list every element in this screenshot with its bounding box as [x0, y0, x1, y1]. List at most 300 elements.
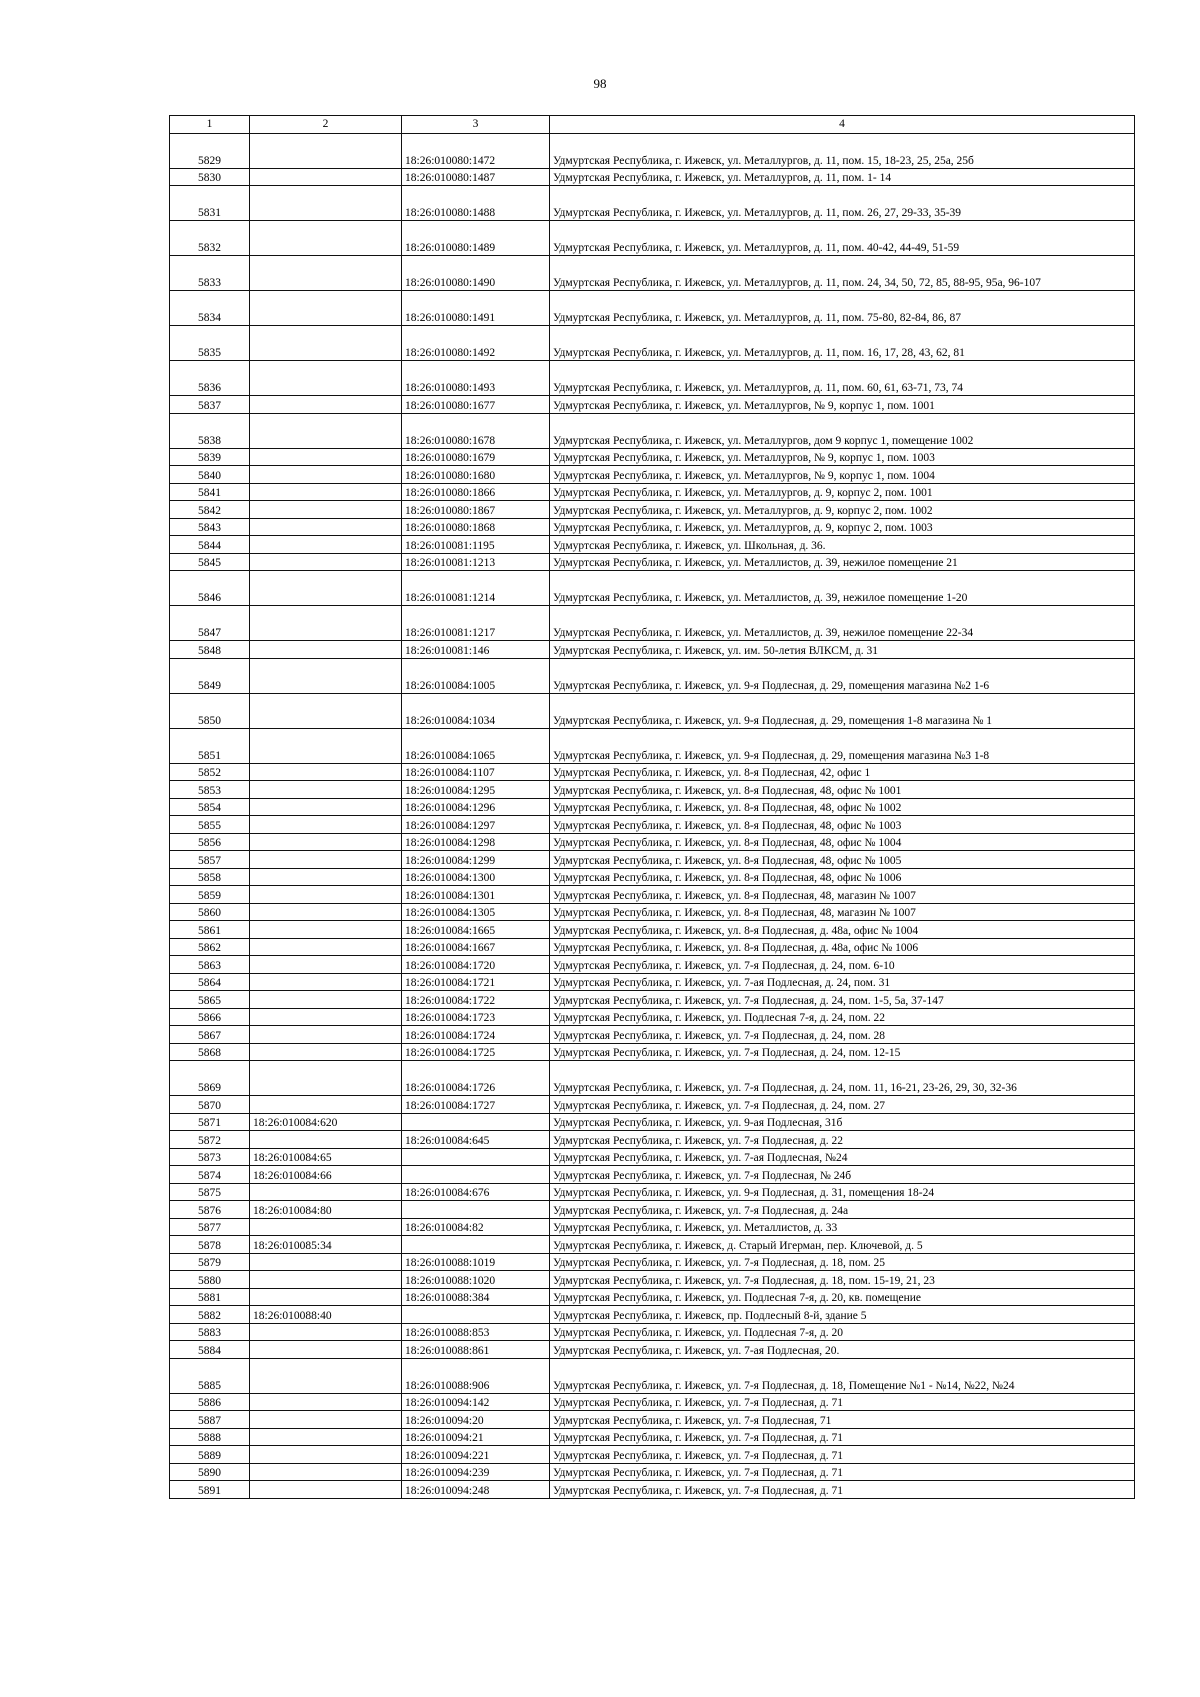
address-cell: Удмуртская Республика, г. Ижевск, ул. 7-я Подлесная, д. 18, пом. 25 [550, 1253, 1135, 1271]
table-row [170, 1288, 1135, 1306]
cadastral-number-col3-cell: 18:26:010084:1299 [402, 851, 550, 869]
row-number-cell: 5829 [170, 133, 250, 168]
address-cell: Удмуртская Республика, г. Ижевск, ул. 9-ая Подлесная, 31б [550, 1113, 1135, 1131]
table-row [170, 1166, 1135, 1184]
cadastral-number-col3-cell: 18:26:010081:1217 [402, 606, 550, 641]
address-cell: Удмуртская Республика, г. Ижевск, ул. 8-я Подлесная, 48, офис № 1002 [550, 798, 1135, 816]
address-cell: Удмуртская Республика, г. Ижевск, ул. Металлургов, д. 9, корпус 2, пом. 1002 [550, 501, 1135, 519]
cadastral-number-col3-cell: 18:26:010084:1034 [402, 693, 550, 728]
address-cell: Удмуртская Республика, г. Ижевск, ул. Металлистов, д. 33 [550, 1218, 1135, 1236]
cadastral-number-col3-cell: 18:26:010084:1725 [402, 1043, 550, 1061]
row-number-cell: 5874 [170, 1166, 250, 1184]
row-number-cell: 5854 [170, 798, 250, 816]
table-row [170, 886, 1135, 904]
cadastral-number-col3-cell: 18:26:010088:1019 [402, 1253, 550, 1271]
table-row [170, 1323, 1135, 1341]
table-row [170, 1218, 1135, 1236]
cadastral-number-col2-cell [250, 1183, 402, 1201]
address-cell: Удмуртская Республика, г. Ижевск, ул. Металлургов, д. 11, пом. 40-42, 44-49, 51-59 [550, 221, 1135, 256]
cadastral-number-col2-cell: 18:26:010084:66 [250, 1166, 402, 1184]
address-cell: Удмуртская Республика, г. Ижевск, ул. 7-я Подлесная, д. 24, пом. 28 [550, 1026, 1135, 1044]
cadastral-number-col3-cell: 18:26:010088:906 [402, 1358, 550, 1393]
cadastral-number-col2-cell: 18:26:010084:65 [250, 1148, 402, 1166]
address-cell: Удмуртская Республика, г. Ижевск, ул. Подлесная 7-я, д. 24, пом. 22 [550, 1008, 1135, 1026]
address-cell: Удмуртская Республика, г. Ижевск, ул. 8-я Подлесная, 48, офис № 1001 [550, 781, 1135, 799]
table-row [170, 1096, 1135, 1114]
address-cell: Удмуртская Республика, г. Ижевск, ул. 7-я Подлесная, д. 24а [550, 1201, 1135, 1219]
cadastral-number-col2-cell [250, 1323, 402, 1341]
cadastral-number-col2-cell [250, 973, 402, 991]
cadastral-number-col2-cell: 18:26:010088:40 [250, 1306, 402, 1324]
cadastral-number-col3-cell [402, 1166, 550, 1184]
cadastral-number-col3-cell: 18:26:010084:1295 [402, 781, 550, 799]
address-cell: Удмуртская Республика, г. Ижевск, ул. Металлургов, д. 11, пом. 1- 14 [550, 168, 1135, 186]
row-number-cell: 5887 [170, 1411, 250, 1429]
row-number-cell: 5852 [170, 763, 250, 781]
table-row [170, 991, 1135, 1009]
row-number-cell: 5846 [170, 571, 250, 606]
cadastral-number-col3-cell: 18:26:010080:1489 [402, 221, 550, 256]
cadastral-number-col2-cell [250, 798, 402, 816]
cadastral-number-col3-cell: 18:26:010084:1296 [402, 798, 550, 816]
cadastral-number-col3-cell: 18:26:010081:1195 [402, 536, 550, 554]
cadastral-number-col2-cell: 18:26:010084:80 [250, 1201, 402, 1219]
cadastral-number-col2-cell [250, 553, 402, 571]
cadastral-number-col2-cell [250, 781, 402, 799]
cadastral-number-col2-cell [250, 763, 402, 781]
cadastral-number-col2-cell [250, 956, 402, 974]
address-cell: Удмуртская Республика, г. Ижевск, ул. Металлистов, д. 39, нежилое помещение 1-20 [550, 571, 1135, 606]
table-row [170, 1148, 1135, 1166]
cadastral-number-col3-cell: 18:26:010084:1298 [402, 833, 550, 851]
cadastral-number-col3-cell: 18:26:010080:1491 [402, 291, 550, 326]
address-cell: Удмуртская Республика, г. Ижевск, ул. им. 50-летия ВЛКСМ, д. 31 [550, 641, 1135, 659]
table-row [170, 1481, 1135, 1499]
cadastral-number-col3-cell: 18:26:010084:1665 [402, 921, 550, 939]
address-cell: Удмуртская Республика, г. Ижевск, ул. 7-я Подлесная, д. 18, пом. 15-19, 21, 23 [550, 1271, 1135, 1289]
cadastral-number-col3-cell: 18:26:010084:1301 [402, 886, 550, 904]
table-row [170, 606, 1135, 641]
cadastral-number-col3-cell: 18:26:010080:1677 [402, 396, 550, 414]
address-cell: Удмуртская Республика, г. Ижевск, ул. Металлургов, № 9, корпус 1, пом. 1003 [550, 448, 1135, 466]
cadastral-number-col2-cell [250, 903, 402, 921]
cadastral-number-col3-cell: 18:26:010084:1727 [402, 1096, 550, 1114]
cadastral-number-col2-cell [250, 1463, 402, 1481]
table-header [170, 116, 1135, 134]
cadastral-number-col3-cell [402, 1306, 550, 1324]
cadastral-number-col2-cell [250, 256, 402, 291]
address-cell: Удмуртская Республика, г. Ижевск, ул. 7-я Подлесная, д. 71 [550, 1481, 1135, 1499]
address-cell: Удмуртская Республика, г. Ижевск, ул. Подлесная 7-я, д. 20, кв. помещение [550, 1288, 1135, 1306]
cadastral-number-col2-cell [250, 1341, 402, 1359]
cadastral-number-col3-cell: 18:26:010084:1721 [402, 973, 550, 991]
cadastral-number-col2-cell [250, 1096, 402, 1114]
cadastral-number-col3-cell: 18:26:010084:1297 [402, 816, 550, 834]
address-cell: Удмуртская Республика, г. Ижевск, ул. Металлургов, дом 9 корпус 1, помещение 1002 [550, 413, 1135, 448]
row-number-cell: 5838 [170, 413, 250, 448]
cadastral-number-col2-cell [250, 1043, 402, 1061]
table-body [170, 133, 1135, 1498]
cadastral-number-col3-cell [402, 1148, 550, 1166]
address-cell: Удмуртская Республика, г. Ижевск, ул. Металлургов, № 9, корпус 1, пом. 1004 [550, 466, 1135, 484]
table-row [170, 168, 1135, 186]
register-table [169, 115, 1135, 1499]
row-number-cell: 5863 [170, 956, 250, 974]
cadastral-number-col2-cell [250, 1271, 402, 1289]
row-number-cell: 5877 [170, 1218, 250, 1236]
row-number-cell: 5858 [170, 868, 250, 886]
cadastral-number-col3-cell: 18:26:010080:1678 [402, 413, 550, 448]
cadastral-number-col3-cell: 18:26:010080:1679 [402, 448, 550, 466]
column-header-2: 2 [250, 116, 402, 134]
row-number-cell: 5890 [170, 1463, 250, 1481]
cadastral-number-col3-cell [402, 1201, 550, 1219]
cadastral-number-col3-cell: 18:26:010088:861 [402, 1341, 550, 1359]
row-number-cell: 5875 [170, 1183, 250, 1201]
row-number-cell: 5873 [170, 1148, 250, 1166]
address-cell: Удмуртская Республика, г. Ижевск, ул. Металлургов, д. 11, пом. 60, 61, 63-71, 73, 74 [550, 361, 1135, 396]
page-number: 98 [593, 76, 607, 91]
cadastral-number-col2-cell [250, 658, 402, 693]
table-row [170, 1183, 1135, 1201]
table-row [170, 693, 1135, 728]
cadastral-number-col2-cell [250, 466, 402, 484]
row-number-cell: 5848 [170, 641, 250, 659]
row-number-cell: 5882 [170, 1306, 250, 1324]
cadastral-number-col2-cell [250, 1411, 402, 1429]
cadastral-number-col3-cell: 18:26:010084:1667 [402, 938, 550, 956]
address-cell: Удмуртская Республика, г. Ижевск, ул. Металлургов, д. 11, пом. 75-80, 82-84, 86, 87 [550, 291, 1135, 326]
address-cell: Удмуртская Республика, г. Ижевск, ул. 9-я Подлесная, д. 29, помещения магазина №2 1-6 [550, 658, 1135, 693]
address-cell: Удмуртская Республика, г. Ижевск, ул. 7-ая Подлесная, д. 24, пом. 31 [550, 973, 1135, 991]
cadastral-number-col2-cell [250, 1253, 402, 1271]
row-number-cell: 5883 [170, 1323, 250, 1341]
address-cell: Удмуртская Республика, г. Ижевск, ул. 8-я Подлесная, 48, офис № 1004 [550, 833, 1135, 851]
cadastral-number-col2-cell [250, 1061, 402, 1096]
row-number-cell: 5880 [170, 1271, 250, 1289]
row-number-cell: 5841 [170, 483, 250, 501]
row-number-cell: 5853 [170, 781, 250, 799]
cadastral-number-col2-cell [250, 413, 402, 448]
row-number-cell: 5831 [170, 186, 250, 221]
table-row [170, 1236, 1135, 1254]
table-row [170, 781, 1135, 799]
address-cell: Удмуртская Республика, г. Ижевск, ул. Металлистов, д. 39, нежилое помещение 21 [550, 553, 1135, 571]
address-cell: Удмуртская Республика, г. Ижевск, ул. 8-я Подлесная, 48, магазин № 1007 [550, 886, 1135, 904]
cadastral-number-col2-cell [250, 571, 402, 606]
row-number-cell: 5833 [170, 256, 250, 291]
cadastral-number-col2-cell [250, 361, 402, 396]
address-cell: Удмуртская Республика, г. Ижевск, ул. 7-я Подлесная, д. 24, пом. 11, 16-21, 23-26, 29, 30, 32-36 [550, 1061, 1135, 1096]
cadastral-number-col2-cell [250, 1428, 402, 1446]
table-row [170, 483, 1135, 501]
cadastral-number-col2-cell [250, 728, 402, 763]
address-cell: Удмуртская Республика, г. Ижевск, ул. 7-ая Подлесная, 20. [550, 1341, 1135, 1359]
cadastral-number-col2-cell [250, 326, 402, 361]
table-row [170, 466, 1135, 484]
cadastral-number-col3-cell [402, 1113, 550, 1131]
table-row [170, 1253, 1135, 1271]
address-cell: Удмуртская Республика, г. Ижевск, ул. 7-я Подлесная, 71 [550, 1411, 1135, 1429]
address-cell: Удмуртская Республика, г. Ижевск, ул. 7-я Подлесная, д. 71 [550, 1463, 1135, 1481]
cadastral-number-col2-cell [250, 886, 402, 904]
row-number-cell: 5871 [170, 1113, 250, 1131]
cadastral-number-col2-cell [250, 921, 402, 939]
table-row [170, 221, 1135, 256]
address-cell: Удмуртская Республика, г. Ижевск, д. Старый Игерман, пер. Ключевой, д. 5 [550, 1236, 1135, 1254]
cadastral-number-col3-cell: 18:26:010080:1868 [402, 518, 550, 536]
cadastral-number-col3-cell: 18:26:010094:239 [402, 1463, 550, 1481]
table-row [170, 798, 1135, 816]
table-row [170, 1271, 1135, 1289]
table-row [170, 1393, 1135, 1411]
row-number-cell: 5862 [170, 938, 250, 956]
address-cell: Удмуртская Республика, г. Ижевск, ул. 9-я Подлесная, д. 29, помещения магазина №3 1-8 [550, 728, 1135, 763]
address-cell: Удмуртская Республика, г. Ижевск, ул. Металлургов, д. 9, корпус 2, пом. 1001 [550, 483, 1135, 501]
row-number-cell: 5876 [170, 1201, 250, 1219]
table-row [170, 763, 1135, 781]
cadastral-number-col3-cell: 18:26:010094:248 [402, 1481, 550, 1499]
cadastral-number-col3-cell: 18:26:010084:1726 [402, 1061, 550, 1096]
cadastral-number-col3-cell: 18:26:010081:146 [402, 641, 550, 659]
cadastral-number-col3-cell [402, 1236, 550, 1254]
table-row [170, 186, 1135, 221]
row-number-cell: 5888 [170, 1428, 250, 1446]
row-number-cell: 5840 [170, 466, 250, 484]
row-number-cell: 5864 [170, 973, 250, 991]
table-row [170, 973, 1135, 991]
cadastral-number-col2-cell [250, 536, 402, 554]
cadastral-number-col2-cell [250, 816, 402, 834]
row-number-cell: 5849 [170, 658, 250, 693]
row-number-cell: 5857 [170, 851, 250, 869]
cadastral-number-col2-cell [250, 606, 402, 641]
table-row [170, 1113, 1135, 1131]
table-row [170, 361, 1135, 396]
address-cell: Удмуртская Республика, г. Ижевск, ул. Школьная, д. 36. [550, 536, 1135, 554]
table-row [170, 1428, 1135, 1446]
cadastral-number-col2-cell [250, 1393, 402, 1411]
address-cell: Удмуртская Республика, г. Ижевск, ул. Металлургов, д. 11, пом. 16, 17, 28, 43, 62, 81 [550, 326, 1135, 361]
row-number-cell: 5865 [170, 991, 250, 1009]
row-number-cell: 5885 [170, 1358, 250, 1393]
cadastral-number-col2-cell [250, 168, 402, 186]
cadastral-number-col2-cell [250, 1288, 402, 1306]
cadastral-number-col3-cell: 18:26:010084:1005 [402, 658, 550, 693]
address-cell: Удмуртская Республика, г. Ижевск, ул. 7-я Подлесная, д. 71 [550, 1446, 1135, 1464]
address-cell: Удмуртская Республика, г. Ижевск, ул. 7-я Подлесная, д. 18, Помещение №1 - №14, №22, №24 [550, 1358, 1135, 1393]
address-cell: Удмуртская Республика, г. Ижевск, ул. 9-я Подлесная, д. 31, помещения 18-24 [550, 1183, 1135, 1201]
address-cell: Удмуртская Республика, г. Ижевск, ул. Металлургов, № 9, корпус 1, пом. 1001 [550, 396, 1135, 414]
cadastral-number-col2-cell [250, 1218, 402, 1236]
cadastral-number-col2-cell: 18:26:010085:34 [250, 1236, 402, 1254]
address-cell: Удмуртская Республика, г. Ижевск, ул. 7-я Подлесная, д. 24, пом. 12-15 [550, 1043, 1135, 1061]
address-cell: Удмуртская Республика, г. Ижевск, ул. 8-я Подлесная, д. 48а, офис № 1004 [550, 921, 1135, 939]
cadastral-number-col3-cell: 18:26:010080:1488 [402, 186, 550, 221]
cadastral-number-col3-cell: 18:26:010084:645 [402, 1131, 550, 1149]
row-number-cell: 5889 [170, 1446, 250, 1464]
cadastral-number-col3-cell: 18:26:010084:1305 [402, 903, 550, 921]
address-cell: Удмуртская Республика, г. Ижевск, ул. 9-я Подлесная, д. 29, помещения 1-8 магазина № 1 [550, 693, 1135, 728]
table-row [170, 816, 1135, 834]
cadastral-number-col3-cell: 18:26:010084:82 [402, 1218, 550, 1236]
row-number-cell: 5866 [170, 1008, 250, 1026]
row-number-cell: 5891 [170, 1481, 250, 1499]
address-cell: Удмуртская Республика, г. Ижевск, ул. 8-я Подлесная, 48, офис № 1006 [550, 868, 1135, 886]
table-row [170, 1446, 1135, 1464]
cadastral-number-col2-cell [250, 448, 402, 466]
cadastral-number-col3-cell: 18:26:010084:676 [402, 1183, 550, 1201]
row-number-cell: 5851 [170, 728, 250, 763]
cadastral-number-col3-cell: 18:26:010094:221 [402, 1446, 550, 1464]
table-row [170, 326, 1135, 361]
cadastral-number-col2-cell [250, 833, 402, 851]
cadastral-number-col3-cell: 18:26:010084:1107 [402, 763, 550, 781]
table-row [170, 851, 1135, 869]
row-number-cell: 5845 [170, 553, 250, 571]
address-cell: Удмуртская Республика, г. Ижевск, ул. Металлургов, д. 9, корпус 2, пом. 1003 [550, 518, 1135, 536]
table-row [170, 1358, 1135, 1393]
cadastral-number-col2-cell [250, 1026, 402, 1044]
table-row [170, 536, 1135, 554]
cadastral-number-col2-cell [250, 693, 402, 728]
row-number-cell: 5855 [170, 816, 250, 834]
cadastral-number-col3-cell: 18:26:010080:1490 [402, 256, 550, 291]
cadastral-number-col2-cell [250, 483, 402, 501]
cadastral-number-col3-cell: 18:26:010080:1472 [402, 133, 550, 168]
table-row [170, 728, 1135, 763]
row-number-cell: 5856 [170, 833, 250, 851]
cadastral-number-col3-cell: 18:26:010080:1492 [402, 326, 550, 361]
table-row [170, 903, 1135, 921]
row-number-cell: 5872 [170, 1131, 250, 1149]
table-row [170, 1411, 1135, 1429]
row-number-cell: 5837 [170, 396, 250, 414]
column-header-1: 1 [170, 116, 250, 134]
row-number-cell: 5878 [170, 1236, 250, 1254]
cadastral-number-col2-cell [250, 396, 402, 414]
address-cell: Удмуртская Республика, г. Ижевск, ул. 7-я Подлесная, д. 22 [550, 1131, 1135, 1149]
row-number-cell: 5867 [170, 1026, 250, 1044]
address-cell: Удмуртская Республика, г. Ижевск, ул. 7-я Подлесная, № 24б [550, 1166, 1135, 1184]
table-row [170, 571, 1135, 606]
address-cell: Удмуртская Республика, г. Ижевск, ул. Металлургов, д. 11, пом. 15, 18-23, 25, 25а, 25б [550, 133, 1135, 168]
table-row [170, 396, 1135, 414]
table-row [170, 833, 1135, 851]
cadastral-number-col3-cell: 18:26:010094:142 [402, 1393, 550, 1411]
column-header-4: 4 [550, 116, 1135, 134]
table-row [170, 1061, 1135, 1096]
cadastral-number-col3-cell: 18:26:010080:1487 [402, 168, 550, 186]
table-row [170, 1026, 1135, 1044]
table-row [170, 1201, 1135, 1219]
table-row [170, 518, 1135, 536]
address-cell: Удмуртская Республика, г. Ижевск, ул. 7-я Подлесная, д. 71 [550, 1428, 1135, 1446]
table-row [170, 501, 1135, 519]
cadastral-number-col2-cell [250, 938, 402, 956]
address-cell: Удмуртская Республика, г. Ижевск, ул. 7-я Подлесная, д. 24, пом. 27 [550, 1096, 1135, 1114]
cadastral-number-col3-cell: 18:26:010080:1493 [402, 361, 550, 396]
cadastral-number-col2-cell [250, 1481, 402, 1499]
cadastral-number-col2-cell [250, 291, 402, 326]
address-cell: Удмуртская Республика, г. Ижевск, ул. 8-я Подлесная, 48, офис № 1005 [550, 851, 1135, 869]
table-row [170, 291, 1135, 326]
cadastral-number-col3-cell: 18:26:010094:20 [402, 1411, 550, 1429]
row-number-cell: 5869 [170, 1061, 250, 1096]
address-cell: Удмуртская Республика, г. Ижевск, ул. 7-я Подлесная, д. 71 [550, 1393, 1135, 1411]
address-cell: Удмуртская Республика, г. Ижевск, ул. 7-я Подлесная, д. 24, пом. 1-5, 5а, 37-147 [550, 991, 1135, 1009]
table-row [170, 133, 1135, 168]
row-number-cell: 5859 [170, 886, 250, 904]
table-row [170, 1008, 1135, 1026]
table-row [170, 1463, 1135, 1481]
table-row [170, 448, 1135, 466]
cadastral-number-col3-cell: 18:26:010084:1065 [402, 728, 550, 763]
cadastral-number-col3-cell: 18:26:010081:1213 [402, 553, 550, 571]
table-row [170, 938, 1135, 956]
cadastral-number-col2-cell [250, 518, 402, 536]
row-number-cell: 5884 [170, 1341, 250, 1359]
cadastral-number-col2-cell [250, 1131, 402, 1149]
cadastral-number-col3-cell: 18:26:010088:853 [402, 1323, 550, 1341]
row-number-cell: 5830 [170, 168, 250, 186]
table-row [170, 921, 1135, 939]
cadastral-number-col3-cell: 18:26:010084:1720 [402, 956, 550, 974]
row-number-cell: 5861 [170, 921, 250, 939]
row-number-cell: 5832 [170, 221, 250, 256]
row-number-cell: 5835 [170, 326, 250, 361]
cadastral-number-col3-cell: 18:26:010084:1300 [402, 868, 550, 886]
address-cell: Удмуртская Республика, г. Ижевск, ул. Подлесная 7-я, д. 20 [550, 1323, 1135, 1341]
cadastral-number-col2-cell: 18:26:010084:620 [250, 1113, 402, 1131]
address-cell: Удмуртская Республика, г. Ижевск, ул. 7-я Подлесная, д. 24, пом. 6-10 [550, 956, 1135, 974]
table-row [170, 956, 1135, 974]
cadastral-number-col3-cell: 18:26:010084:1723 [402, 1008, 550, 1026]
table-row [170, 1306, 1135, 1324]
table-row [170, 1341, 1135, 1359]
row-number-cell: 5870 [170, 1096, 250, 1114]
row-number-cell: 5879 [170, 1253, 250, 1271]
table-row [170, 868, 1135, 886]
row-number-cell: 5842 [170, 501, 250, 519]
row-number-cell: 5836 [170, 361, 250, 396]
address-cell: Удмуртская Республика, г. Ижевск, ул. Металлургов, д. 11, пом. 24, 34, 50, 72, 85, 88-95, 95а, 96-107 [550, 256, 1135, 291]
address-cell: Удмуртская Республика, г. Ижевск, ул. 8-я Подлесная, 48, магазин № 1007 [550, 903, 1135, 921]
row-number-cell: 5860 [170, 903, 250, 921]
address-cell: Удмуртская Республика, г. Ижевск, пр. Подлесный 8-й, здание 5 [550, 1306, 1135, 1324]
cadastral-number-col2-cell [250, 991, 402, 1009]
cadastral-number-col2-cell [250, 501, 402, 519]
cadastral-number-col2-cell [250, 851, 402, 869]
cadastral-number-col3-cell: 18:26:010088:384 [402, 1288, 550, 1306]
cadastral-number-col2-cell [250, 1446, 402, 1464]
row-number-cell: 5881 [170, 1288, 250, 1306]
cadastral-number-col3-cell: 18:26:010084:1724 [402, 1026, 550, 1044]
row-number-cell: 5847 [170, 606, 250, 641]
cadastral-number-col2-cell [250, 221, 402, 256]
address-cell: Удмуртская Республика, г. Ижевск, ул. 8-я Подлесная, 42, офис 1 [550, 763, 1135, 781]
row-number-cell: 5839 [170, 448, 250, 466]
cadastral-number-col3-cell: 18:26:010084:1722 [402, 991, 550, 1009]
cadastral-number-col2-cell [250, 641, 402, 659]
table-row [170, 1131, 1135, 1149]
cadastral-number-col2-cell [250, 186, 402, 221]
table-row [170, 256, 1135, 291]
cadastral-number-col2-cell [250, 1358, 402, 1393]
address-cell: Удмуртская Республика, г. Ижевск, ул. 8-я Подлесная, 48, офис № 1003 [550, 816, 1135, 834]
table-row [170, 641, 1135, 659]
row-number-cell: 5886 [170, 1393, 250, 1411]
